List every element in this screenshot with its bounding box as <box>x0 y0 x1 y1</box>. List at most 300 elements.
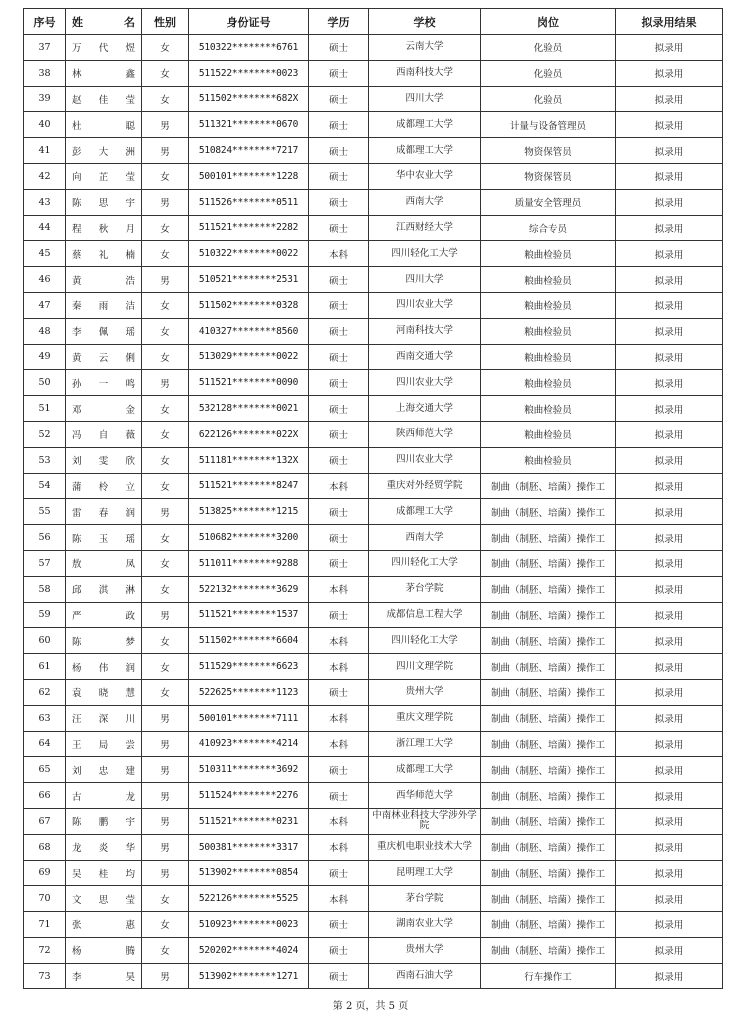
cell-school: 贵州大学 <box>369 679 481 705</box>
cell-education: 硕士 <box>309 679 369 705</box>
cell-education: 硕士 <box>309 86 369 112</box>
cell-result: 拟录用 <box>616 35 723 61</box>
cell-school: 昆明理工大学 <box>369 860 481 886</box>
cell-name: 黄浩 <box>66 267 142 293</box>
cell-id-number: 513825********1215 <box>189 499 309 525</box>
cell-education: 硕士 <box>309 757 369 783</box>
cell-result: 拟录用 <box>616 396 723 422</box>
cell-education: 硕士 <box>309 215 369 241</box>
cell-gender: 女 <box>142 241 189 267</box>
cell-position: 化验员 <box>481 86 616 112</box>
cell-name: 杨伟润 <box>66 654 142 680</box>
cell-gender: 女 <box>142 886 189 912</box>
table-row <box>24 860 723 886</box>
table-row <box>24 473 723 499</box>
cell-school: 西南石油大学 <box>369 963 481 989</box>
cell-education: 硕士 <box>309 860 369 886</box>
cell-result: 拟录用 <box>616 163 723 189</box>
cell-position: 制曲（制胚、培菌）操作工 <box>481 576 616 602</box>
cell-school: 重庆文理学院 <box>369 705 481 731</box>
cell-name: 赵佳莹 <box>66 86 142 112</box>
cell-gender: 女 <box>142 912 189 938</box>
cell-id-number: 511521********1537 <box>189 602 309 628</box>
cell-name: 冯自薇 <box>66 421 142 447</box>
header-name: 姓名 <box>66 9 142 35</box>
cell-result: 拟录用 <box>616 344 723 370</box>
cell-index: 53 <box>24 447 66 473</box>
cell-school: 重庆对外经贸学院 <box>369 473 481 499</box>
cell-education: 硕士 <box>309 163 369 189</box>
table-row <box>24 370 723 396</box>
cell-position: 粮曲检验员 <box>481 447 616 473</box>
cell-education: 硕士 <box>309 602 369 628</box>
table-row <box>24 576 723 602</box>
cell-education: 本科 <box>309 886 369 912</box>
cell-school: 浙江理工大学 <box>369 731 481 757</box>
hiring-results-table <box>23 8 723 989</box>
cell-school: 四川文理学院 <box>369 654 481 680</box>
header-school: 学校 <box>369 9 481 35</box>
table-row <box>24 834 723 860</box>
cell-education: 硕士 <box>309 447 369 473</box>
cell-id-number: 511526********0511 <box>189 189 309 215</box>
cell-id-number: 513029********0022 <box>189 344 309 370</box>
cell-result: 拟录用 <box>616 112 723 138</box>
cell-id-number: 511521********0090 <box>189 370 309 396</box>
cell-name: 陈鹏宇 <box>66 808 142 834</box>
cell-result: 拟录用 <box>616 834 723 860</box>
table-row <box>24 60 723 86</box>
cell-result: 拟录用 <box>616 576 723 602</box>
cell-index: 59 <box>24 602 66 628</box>
cell-index: 45 <box>24 241 66 267</box>
cell-index: 56 <box>24 525 66 551</box>
cell-id-number: 513902********1271 <box>189 963 309 989</box>
cell-name: 黄云俐 <box>66 344 142 370</box>
table-row <box>24 447 723 473</box>
cell-gender: 男 <box>142 731 189 757</box>
cell-education: 硕士 <box>309 912 369 938</box>
cell-name: 陈玉瑶 <box>66 525 142 551</box>
table-row <box>24 808 723 834</box>
table-row <box>24 550 723 576</box>
cell-position: 化验员 <box>481 60 616 86</box>
cell-position: 粮曲检验员 <box>481 396 616 422</box>
cell-name: 古龙 <box>66 783 142 809</box>
cell-name: 杨腾 <box>66 937 142 963</box>
cell-education: 硕士 <box>309 35 369 61</box>
cell-index: 48 <box>24 318 66 344</box>
cell-name: 敖凤 <box>66 550 142 576</box>
cell-gender: 女 <box>142 421 189 447</box>
cell-position: 制曲（制胚、培菌）操作工 <box>481 731 616 757</box>
cell-index: 38 <box>24 60 66 86</box>
cell-school: 湖南农业大学 <box>369 912 481 938</box>
cell-result: 拟录用 <box>616 292 723 318</box>
cell-school: 西南大学 <box>369 525 481 551</box>
cell-position: 制曲（制胚、培菌）操作工 <box>481 679 616 705</box>
cell-gender: 男 <box>142 834 189 860</box>
cell-school: 江西财经大学 <box>369 215 481 241</box>
cell-index: 47 <box>24 292 66 318</box>
cell-name: 蒲柃立 <box>66 473 142 499</box>
cell-index: 70 <box>24 886 66 912</box>
table-row <box>24 525 723 551</box>
cell-index: 57 <box>24 550 66 576</box>
cell-id-number: 511181********132X <box>189 447 309 473</box>
cell-gender: 男 <box>142 963 189 989</box>
cell-education: 硕士 <box>309 783 369 809</box>
cell-result: 拟录用 <box>616 241 723 267</box>
cell-index: 41 <box>24 138 66 164</box>
cell-result: 拟录用 <box>616 963 723 989</box>
cell-id-number: 500101********1228 <box>189 163 309 189</box>
table-row <box>24 963 723 989</box>
cell-gender: 男 <box>142 138 189 164</box>
cell-result: 拟录用 <box>616 860 723 886</box>
cell-education: 本科 <box>309 808 369 834</box>
cell-position: 综合专员 <box>481 215 616 241</box>
cell-school: 贵州大学 <box>369 937 481 963</box>
cell-name: 文思莹 <box>66 886 142 912</box>
cell-result: 拟录用 <box>616 937 723 963</box>
table-row <box>24 86 723 112</box>
cell-id-number: 510322********6761 <box>189 35 309 61</box>
cell-index: 50 <box>24 370 66 396</box>
cell-result: 拟录用 <box>616 886 723 912</box>
cell-gender: 女 <box>142 447 189 473</box>
cell-education: 本科 <box>309 576 369 602</box>
cell-school: 河南科技大学 <box>369 318 481 344</box>
cell-education: 硕士 <box>309 963 369 989</box>
cell-gender: 女 <box>142 318 189 344</box>
cell-school: 中南林业科技大学涉外学院 <box>369 808 481 834</box>
cell-name: 蔡礼楠 <box>66 241 142 267</box>
cell-gender: 女 <box>142 60 189 86</box>
cell-position: 粮曲检验员 <box>481 421 616 447</box>
header-gender: 性别 <box>142 9 189 35</box>
cell-id-number: 500381********3317 <box>189 834 309 860</box>
cell-id-number: 510682********3200 <box>189 525 309 551</box>
cell-school: 华中农业大学 <box>369 163 481 189</box>
cell-education: 硕士 <box>309 189 369 215</box>
cell-position: 粮曲检验员 <box>481 344 616 370</box>
cell-gender: 男 <box>142 783 189 809</box>
cell-index: 64 <box>24 731 66 757</box>
cell-position: 粮曲检验员 <box>481 292 616 318</box>
cell-index: 58 <box>24 576 66 602</box>
cell-name: 张惠 <box>66 912 142 938</box>
cell-result: 拟录用 <box>616 60 723 86</box>
header-result: 拟录用结果 <box>616 9 723 35</box>
cell-school: 四川轻化工大学 <box>369 550 481 576</box>
cell-name: 袁晓慧 <box>66 679 142 705</box>
cell-gender: 男 <box>142 705 189 731</box>
cell-gender: 女 <box>142 35 189 61</box>
cell-index: 66 <box>24 783 66 809</box>
cell-index: 49 <box>24 344 66 370</box>
cell-id-number: 510322********0022 <box>189 241 309 267</box>
cell-gender: 女 <box>142 215 189 241</box>
cell-result: 拟录用 <box>616 138 723 164</box>
cell-index: 44 <box>24 215 66 241</box>
cell-gender: 男 <box>142 757 189 783</box>
cell-school: 成都理工大学 <box>369 757 481 783</box>
cell-school: 成都信息工程大学 <box>369 602 481 628</box>
cell-id-number: 511524********2276 <box>189 783 309 809</box>
cell-gender: 女 <box>142 163 189 189</box>
cell-result: 拟录用 <box>616 783 723 809</box>
cell-education: 硕士 <box>309 138 369 164</box>
table-row <box>24 886 723 912</box>
cell-index: 69 <box>24 860 66 886</box>
cell-id-number: 622126********022X <box>189 421 309 447</box>
cell-gender: 男 <box>142 860 189 886</box>
cell-gender: 女 <box>142 654 189 680</box>
cell-result: 拟录用 <box>616 912 723 938</box>
cell-position: 制曲（制胚、培菌）操作工 <box>481 705 616 731</box>
cell-position: 粮曲检验员 <box>481 241 616 267</box>
cell-education: 硕士 <box>309 396 369 422</box>
cell-result: 拟录用 <box>616 654 723 680</box>
cell-id-number: 410327********8560 <box>189 318 309 344</box>
cell-id-number: 510521********2531 <box>189 267 309 293</box>
cell-index: 51 <box>24 396 66 422</box>
cell-school: 西南大学 <box>369 189 481 215</box>
cell-result: 拟录用 <box>616 421 723 447</box>
table-row <box>24 318 723 344</box>
table-row <box>24 396 723 422</box>
cell-name: 向芷莹 <box>66 163 142 189</box>
cell-name: 刘雯欣 <box>66 447 142 473</box>
cell-position: 制曲（制胚、培菌）操作工 <box>481 860 616 886</box>
cell-name: 刘忠建 <box>66 757 142 783</box>
table-header-row <box>24 9 723 35</box>
cell-index: 54 <box>24 473 66 499</box>
cell-position: 粮曲检验员 <box>481 370 616 396</box>
cell-name: 杜聪 <box>66 112 142 138</box>
cell-position: 制曲（制胚、培菌）操作工 <box>481 757 616 783</box>
cell-id-number: 511502********6604 <box>189 628 309 654</box>
cell-school: 四川大学 <box>369 86 481 112</box>
cell-gender: 女 <box>142 292 189 318</box>
cell-index: 39 <box>24 86 66 112</box>
cell-result: 拟录用 <box>616 731 723 757</box>
table-row <box>24 292 723 318</box>
cell-position: 粮曲检验员 <box>481 267 616 293</box>
cell-school: 西华师范大学 <box>369 783 481 809</box>
cell-education: 本科 <box>309 628 369 654</box>
cell-id-number: 511502********682X <box>189 86 309 112</box>
cell-school: 茅台学院 <box>369 576 481 602</box>
cell-education: 本科 <box>309 654 369 680</box>
cell-name: 雷春润 <box>66 499 142 525</box>
cell-position: 制曲（制胚、培菌）操作工 <box>481 499 616 525</box>
cell-gender: 女 <box>142 576 189 602</box>
cell-position: 制曲（制胚、培菌）操作工 <box>481 654 616 680</box>
cell-education: 硕士 <box>309 499 369 525</box>
cell-index: 61 <box>24 654 66 680</box>
cell-index: 46 <box>24 267 66 293</box>
cell-result: 拟录用 <box>616 757 723 783</box>
cell-education: 硕士 <box>309 550 369 576</box>
table-row <box>24 705 723 731</box>
table-row <box>24 241 723 267</box>
cell-name: 邱淇淋 <box>66 576 142 602</box>
table-row <box>24 757 723 783</box>
table-row <box>24 112 723 138</box>
cell-education: 硕士 <box>309 318 369 344</box>
cell-result: 拟录用 <box>616 267 723 293</box>
cell-index: 43 <box>24 189 66 215</box>
cell-result: 拟录用 <box>616 602 723 628</box>
cell-result: 拟录用 <box>616 808 723 834</box>
cell-education: 本科 <box>309 705 369 731</box>
cell-result: 拟录用 <box>616 370 723 396</box>
table-row <box>24 138 723 164</box>
header-id-number: 身份证号 <box>189 9 309 35</box>
cell-gender: 女 <box>142 473 189 499</box>
cell-id-number: 511521********2282 <box>189 215 309 241</box>
cell-gender: 女 <box>142 396 189 422</box>
cell-id-number: 511521********8247 <box>189 473 309 499</box>
cell-id-number: 511011********9288 <box>189 550 309 576</box>
cell-school: 四川农业大学 <box>369 292 481 318</box>
cell-education: 硕士 <box>309 112 369 138</box>
cell-position: 制曲（制胚、培菌）操作工 <box>481 886 616 912</box>
cell-index: 60 <box>24 628 66 654</box>
cell-education: 硕士 <box>309 937 369 963</box>
cell-position: 制曲（制胚、培菌）操作工 <box>481 808 616 834</box>
cell-education: 本科 <box>309 834 369 860</box>
cell-position: 粮曲检验员 <box>481 318 616 344</box>
cell-school: 成都理工大学 <box>369 138 481 164</box>
table-row <box>24 189 723 215</box>
table-row <box>24 35 723 61</box>
table-row <box>24 731 723 757</box>
cell-name: 彭大洲 <box>66 138 142 164</box>
cell-gender: 女 <box>142 86 189 112</box>
cell-name: 孙一鸣 <box>66 370 142 396</box>
table-row <box>24 628 723 654</box>
cell-school: 茅台学院 <box>369 886 481 912</box>
cell-id-number: 513902********0854 <box>189 860 309 886</box>
cell-school: 四川大学 <box>369 267 481 293</box>
cell-position: 制曲（制胚、培菌）操作工 <box>481 525 616 551</box>
cell-id-number: 500101********7111 <box>189 705 309 731</box>
cell-education: 硕士 <box>309 267 369 293</box>
cell-id-number: 520202********4024 <box>189 937 309 963</box>
cell-index: 72 <box>24 937 66 963</box>
cell-position: 制曲（制胚、培菌）操作工 <box>481 602 616 628</box>
header-education: 学历 <box>309 9 369 35</box>
cell-result: 拟录用 <box>616 189 723 215</box>
cell-gender: 女 <box>142 550 189 576</box>
cell-school: 西南科技大学 <box>369 60 481 86</box>
table-row <box>24 679 723 705</box>
cell-gender: 女 <box>142 937 189 963</box>
cell-position: 制曲（制胚、培菌）操作工 <box>481 937 616 963</box>
cell-school: 云南大学 <box>369 35 481 61</box>
cell-school: 西南交通大学 <box>369 344 481 370</box>
cell-index: 40 <box>24 112 66 138</box>
cell-result: 拟录用 <box>616 550 723 576</box>
cell-school: 上海交通大学 <box>369 396 481 422</box>
cell-index: 37 <box>24 35 66 61</box>
cell-result: 拟录用 <box>616 215 723 241</box>
cell-result: 拟录用 <box>616 86 723 112</box>
cell-education: 本科 <box>309 241 369 267</box>
cell-education: 硕士 <box>309 370 369 396</box>
cell-name: 汪深川 <box>66 705 142 731</box>
cell-gender: 男 <box>142 499 189 525</box>
cell-education: 硕士 <box>309 421 369 447</box>
cell-id-number: 522132********3629 <box>189 576 309 602</box>
cell-position: 物资保管员 <box>481 163 616 189</box>
cell-gender: 女 <box>142 628 189 654</box>
cell-position: 制曲（制胚、培菌）操作工 <box>481 783 616 809</box>
table-row <box>24 163 723 189</box>
cell-school: 成都理工大学 <box>369 112 481 138</box>
cell-id-number: 511502********0328 <box>189 292 309 318</box>
cell-index: 42 <box>24 163 66 189</box>
cell-result: 拟录用 <box>616 473 723 499</box>
cell-school: 陕西师范大学 <box>369 421 481 447</box>
cell-id-number: 511321********0670 <box>189 112 309 138</box>
cell-result: 拟录用 <box>616 525 723 551</box>
cell-position: 行车操作工 <box>481 963 616 989</box>
cell-education: 本科 <box>309 731 369 757</box>
cell-id-number: 510824********7217 <box>189 138 309 164</box>
table-row <box>24 937 723 963</box>
table-row <box>24 912 723 938</box>
cell-name: 万代煜 <box>66 35 142 61</box>
cell-name: 陈梦 <box>66 628 142 654</box>
cell-position: 制曲（制胚、培菌）操作工 <box>481 912 616 938</box>
cell-school: 四川农业大学 <box>369 447 481 473</box>
cell-position: 物资保管员 <box>481 138 616 164</box>
cell-education: 硕士 <box>309 525 369 551</box>
cell-gender: 男 <box>142 267 189 293</box>
document-page <box>23 8 722 989</box>
cell-education: 硕士 <box>309 344 369 370</box>
cell-result: 拟录用 <box>616 628 723 654</box>
table-row <box>24 344 723 370</box>
cell-name: 秦雨洁 <box>66 292 142 318</box>
cell-index: 55 <box>24 499 66 525</box>
table-row <box>24 499 723 525</box>
table-row <box>24 267 723 293</box>
cell-position: 制曲（制胚、培菌）操作工 <box>481 834 616 860</box>
cell-education: 硕士 <box>309 292 369 318</box>
cell-index: 68 <box>24 834 66 860</box>
table-row <box>24 783 723 809</box>
cell-school: 四川轻化工大学 <box>369 241 481 267</box>
cell-position: 制曲（制胚、培菌）操作工 <box>481 628 616 654</box>
page-footer: 第 2 页，共 5 页 <box>332 1001 409 1012</box>
cell-result: 拟录用 <box>616 318 723 344</box>
header-index: 序号 <box>24 9 66 35</box>
cell-name: 吴桂均 <box>66 860 142 886</box>
cell-result: 拟录用 <box>616 447 723 473</box>
cell-position: 计量与设备管理员 <box>481 112 616 138</box>
cell-id-number: 511521********0231 <box>189 808 309 834</box>
cell-school: 四川农业大学 <box>369 370 481 396</box>
cell-school: 四川轻化工大学 <box>369 628 481 654</box>
cell-id-number: 532128********0021 <box>189 396 309 422</box>
cell-name: 龙炎华 <box>66 834 142 860</box>
table-row <box>24 215 723 241</box>
